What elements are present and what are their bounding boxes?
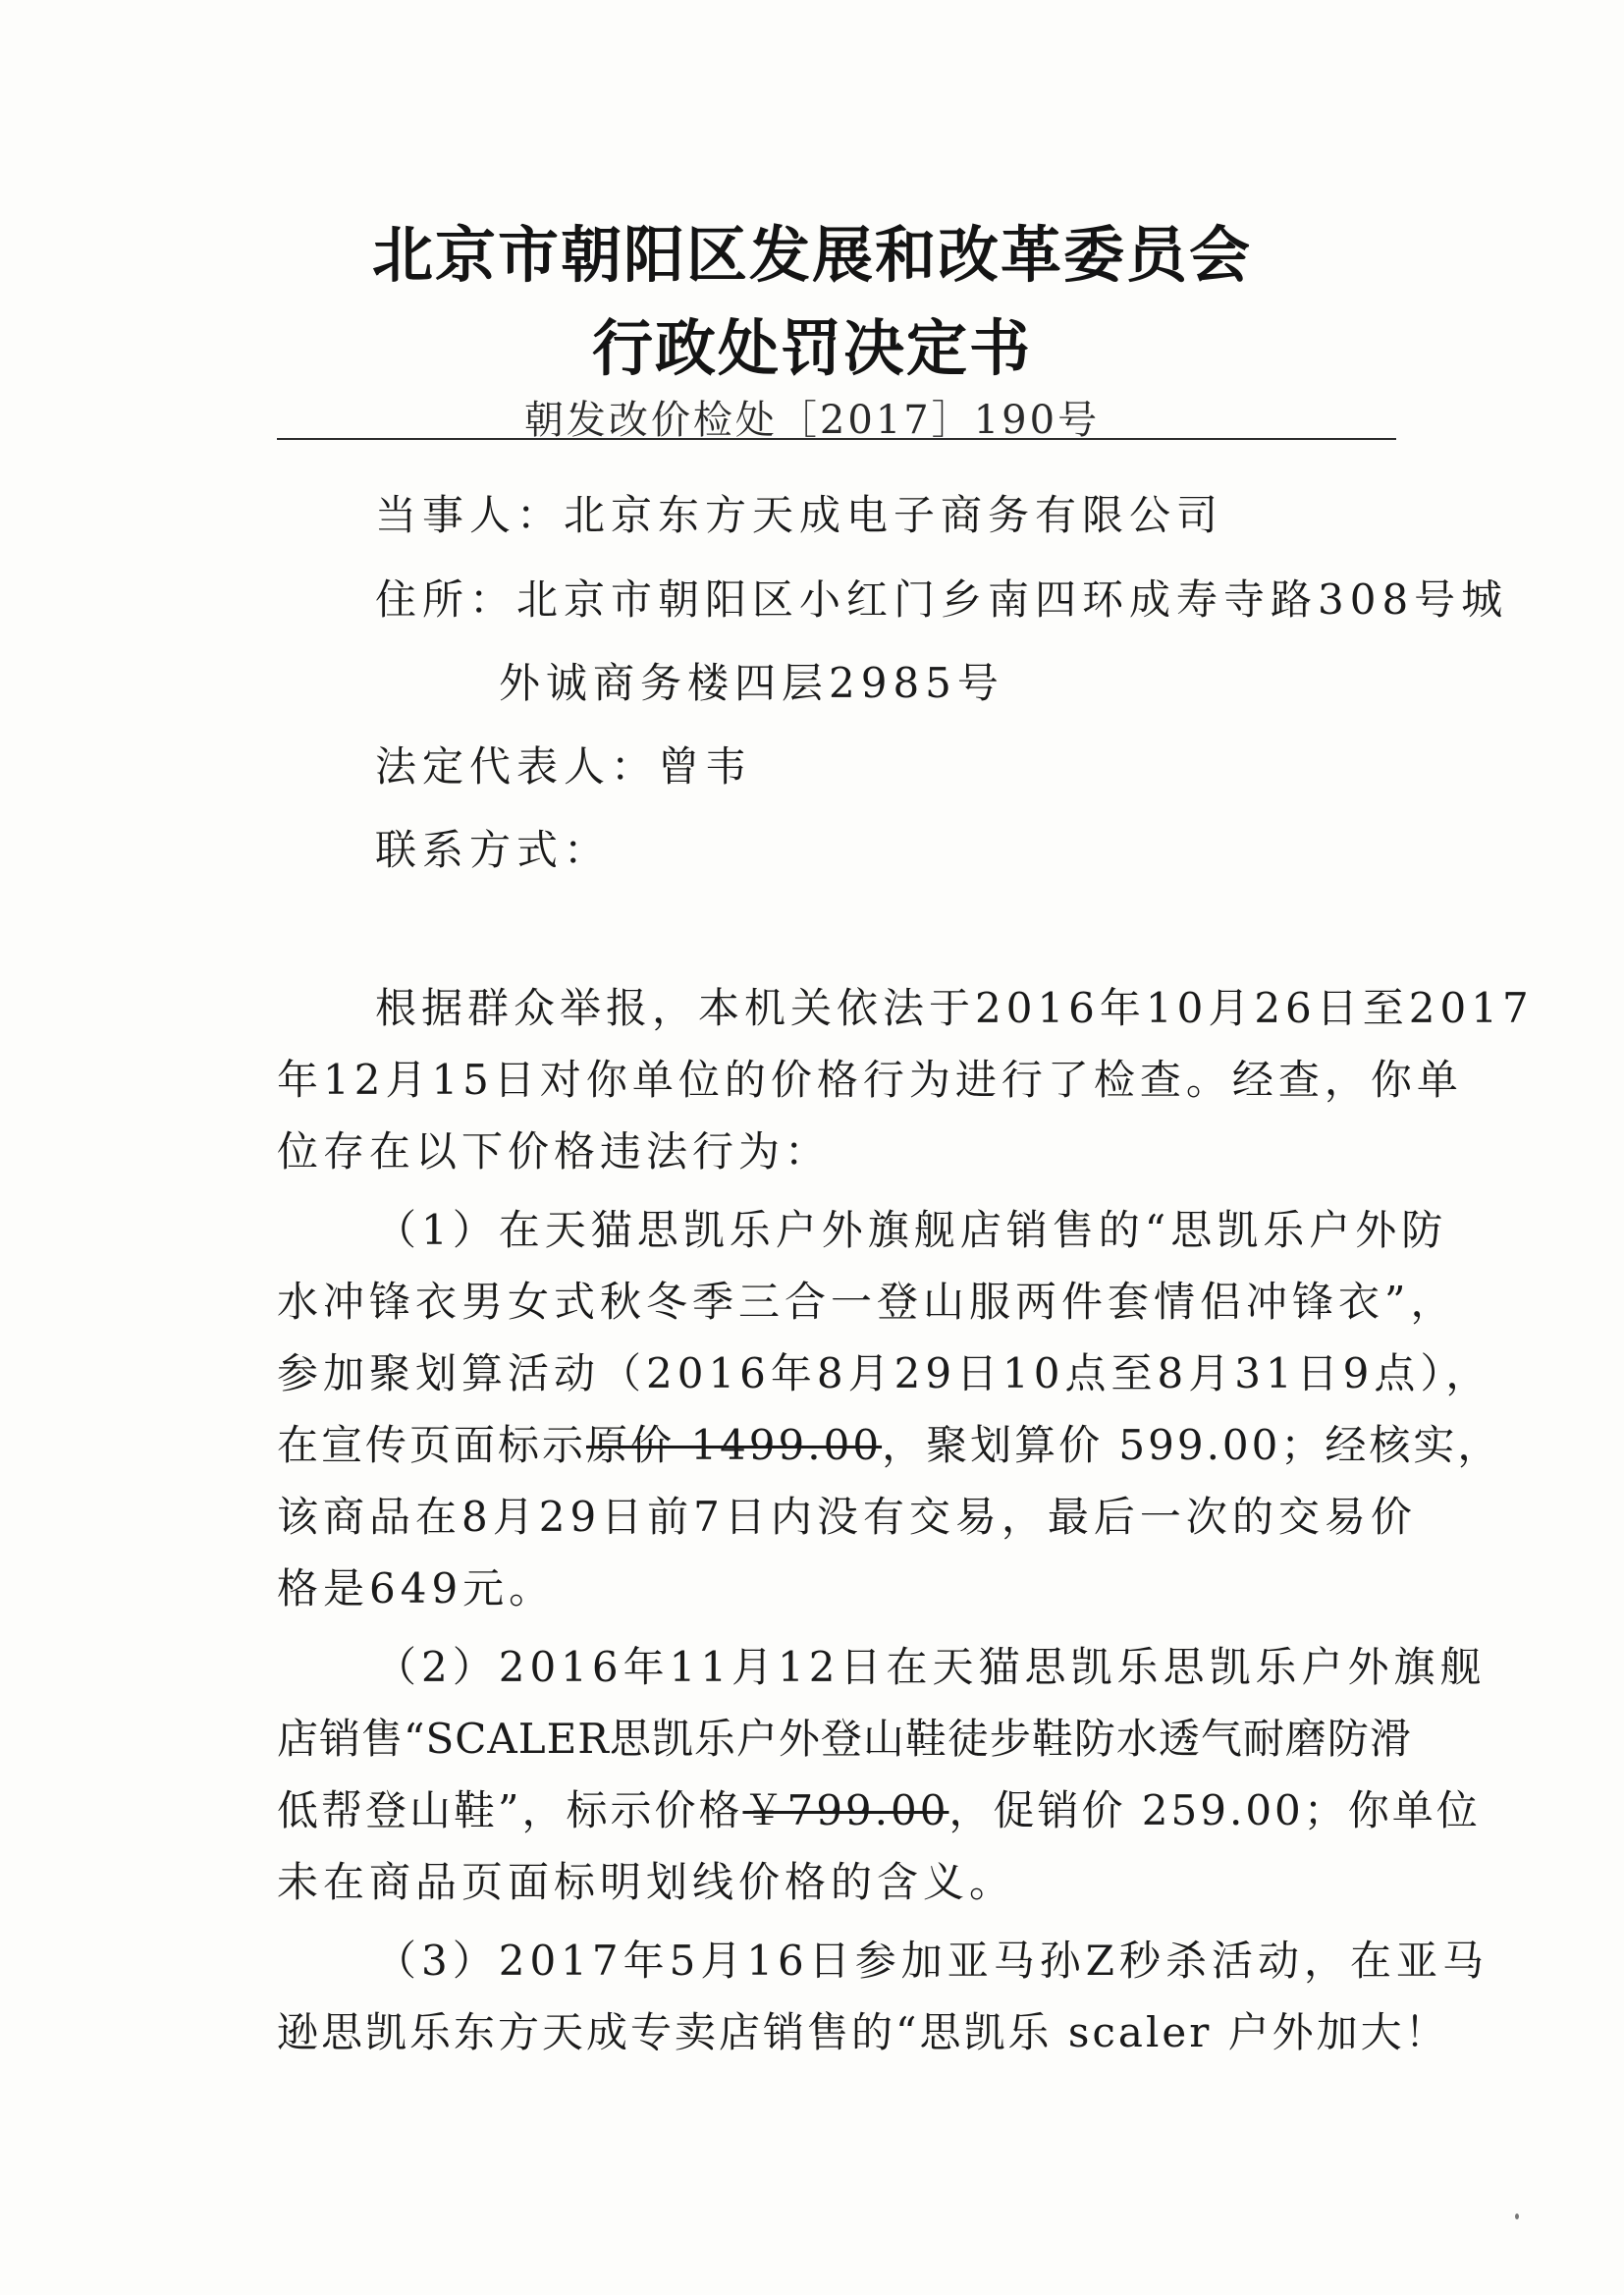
item-3-line: 逊思凯乐东方天成专卖店销售的“思凯乐 scaler 户外加大！	[277, 2008, 1449, 2056]
party-contact: 联系方式：	[375, 826, 612, 874]
item-2-text: ，促销价 259.00；你单位	[948, 1786, 1481, 1834]
item-1-text: 在宣传页面标示	[277, 1421, 587, 1469]
scan-speck	[1515, 2213, 1519, 2219]
party-legal-representative: 法定代表人：曾韦	[375, 742, 753, 791]
party-address-line-1: 住所：北京市朝阳区小红门乡南四环成寿寺路308号城	[375, 575, 1509, 624]
item-2-text: 低帮登山鞋”，标示价格	[277, 1786, 743, 1834]
title-line-2: 行政处罚决定书	[591, 312, 1032, 384]
item-1-line: 参加聚划算活动（2016年8月29日10点至8月31日9点），	[277, 1349, 1492, 1397]
document-number: 朝发改价检处［2017］190号	[523, 398, 1101, 443]
item-1-line: 格是649元。	[277, 1564, 556, 1612]
struck-list-price: ￥799.00	[742, 1786, 949, 1834]
intro-line: 年12月15日对你单位的价格行为进行了检查。经查，你单	[277, 1056, 1463, 1104]
item-1-line: 该商品在8月29日前7日内没有交易，最后一次的交易价	[277, 1493, 1417, 1541]
item-1-line: （1）在天猫思凯乐户外旗舰店销售的“思凯乐户外防	[375, 1206, 1448, 1254]
party-name: 当事人：北京东方天成电子商务有限公司	[375, 491, 1224, 539]
item-2-line: 店销售“SCALER思凯乐户外登山鞋徒步鞋防水透气耐磨防滑	[277, 1715, 1412, 1763]
item-3-line: （3）2017年5月16日参加亚马孙Z秒杀活动，在亚马	[375, 1937, 1489, 1985]
intro-line: 根据群众举报，本机关依法于2016年10月26日至2017	[375, 984, 1534, 1032]
intro-line: 位存在以下价格违法行为：	[277, 1127, 832, 1175]
item-1-line	[277, 1413, 1502, 1472]
item-2-line: 未在商品页面标明划线价格的含义。	[277, 1858, 1016, 1906]
header-divider	[277, 438, 1396, 440]
party-address-line-2: 外诚商务楼四层2985号	[499, 659, 1004, 707]
item-2-line	[277, 1778, 1481, 1837]
title-line-1: 北京市朝阳区发展和改革委员会	[371, 219, 1252, 291]
item-1-line: 水冲锋衣男女式秋冬季三合一登山服两件套情侣冲锋衣”，	[277, 1278, 1457, 1326]
item-2-line: （2）2016年11月12日在天猫思凯乐思凯乐户外旗舰	[375, 1643, 1487, 1691]
struck-original-price: 原价 1499.00	[586, 1421, 883, 1469]
item-1-text: ，聚划算价 599.00；经核实，	[882, 1421, 1502, 1469]
